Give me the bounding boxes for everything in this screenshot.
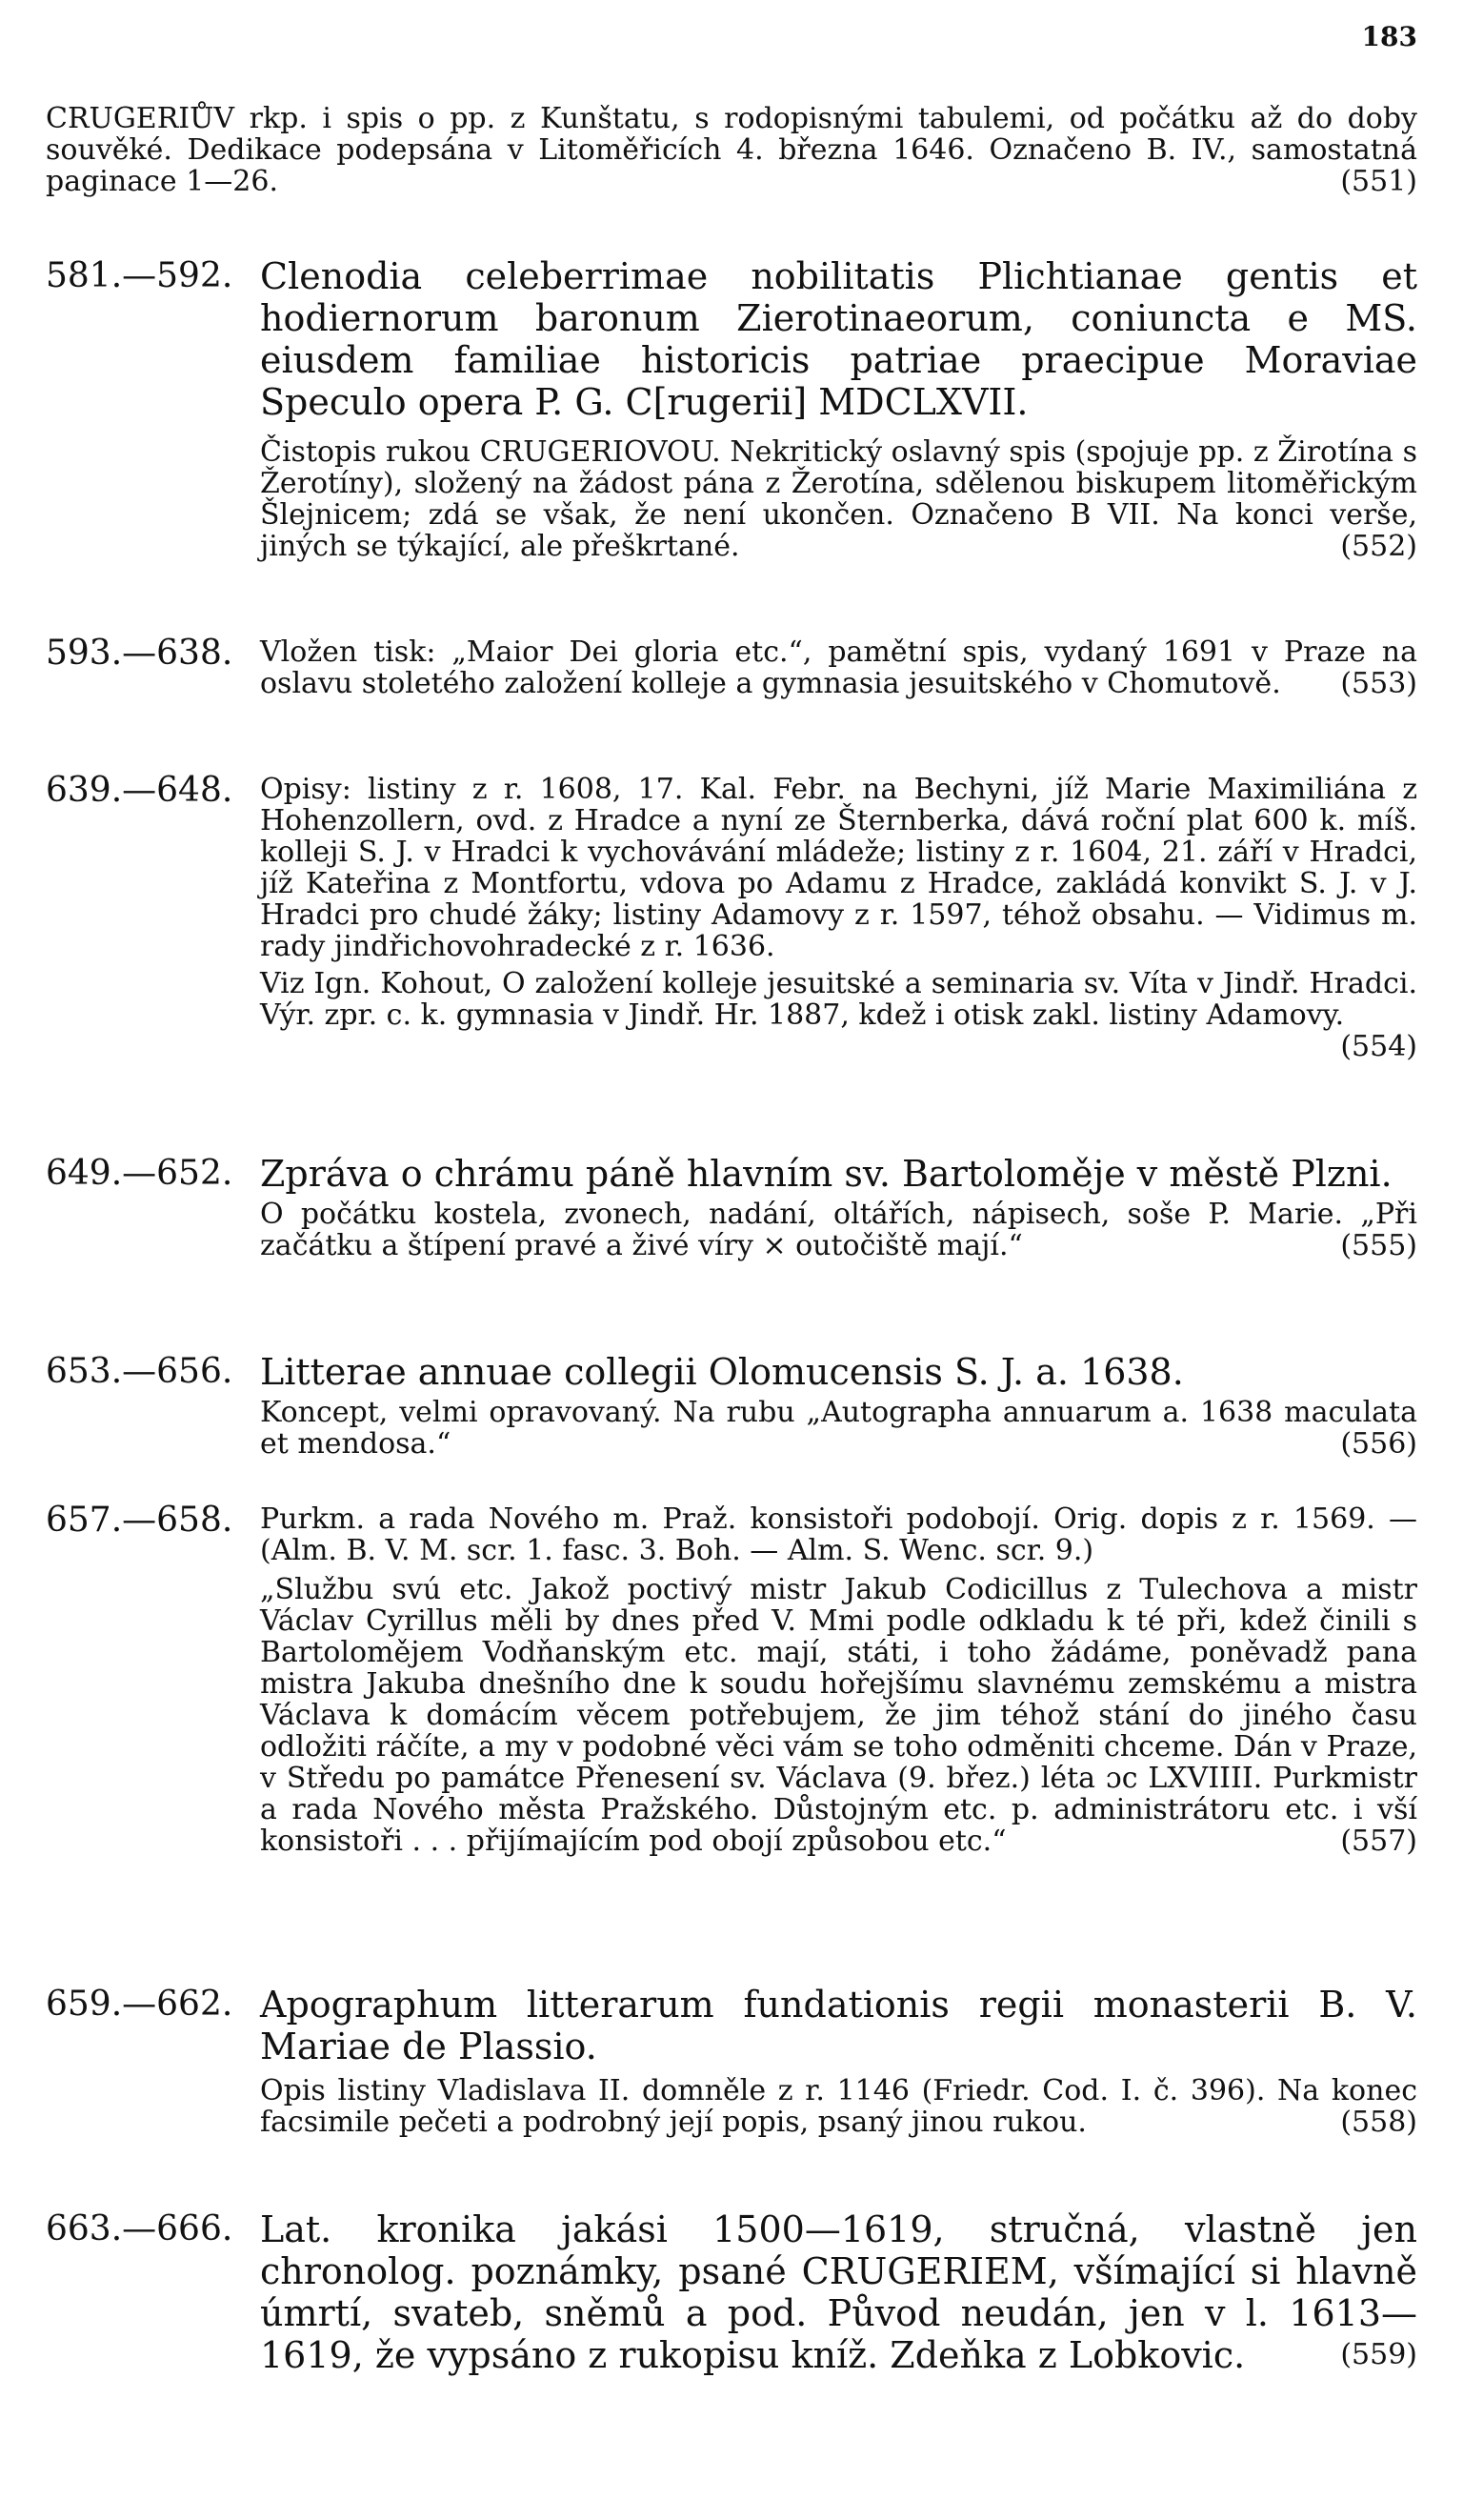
entry-paragraph: O počátku kostela, zvonech, nadání, oltářích, nápisech, soše P. Marie. „Při začátku a štípení pravé a živé víry × outočiště mají.“ (555) [260,1198,1417,1262]
entry-number: 657.—658. [46,1501,233,1540]
entry-ref: (554) [1340,1030,1417,1063]
entry-number: 659.—662. [46,1985,233,2024]
entry-659-662 [46,1984,1417,2138]
entry-ref: (553) [1340,667,1417,700]
entry-649-652 [46,1153,1417,1261]
entry-ref: (555) [1340,1229,1417,1262]
entry-title: Apographum litterarum fundationis regii monasterii B. V. Mariae de Plassio. [260,1984,1417,2067]
entry-paragraph: Čistopis rukou CRUGERIOVOU. Nekritický oslavný spis (spojuje pp. z Žirotína s Žerotíny), složený na žádost pána z Žerotína, sdělenou biskupem litoměřickým Šlejnicem; zdá se však, že není ukončen. Označeno B VII. Na konci verše, jiných se týkající, ale přeškrtané. (552) [260,435,1417,563]
entry-581-592 [46,255,1417,562]
entry-number: 663.—666. [46,2209,233,2248]
entry-number: 639.—648. [46,771,233,810]
preface-ref: (551) [1340,165,1417,198]
entry-paragraph: Purkm. a rada Nového m. Praž. konsistoři podobojí. Orig. dopis z r. 1569. — (Alm. B. V. M. scr. 1. fasc. 3. Boh. — Alm. S. Wenc. scr. 9.) [260,1502,1417,1567]
entry-ref: (552) [1340,530,1417,563]
entry-paragraph: Koncept, velmi opravovaný. Na rubu „Autographa annuarum a. 1638 maculata et mendosa.“ (556) [260,1396,1417,1461]
preface-block [46,99,1417,197]
entry-title: Clenodia celeberrimae nobilitatis Plichtianae gentis et hodiernorum baronum Zierotinaeorum, coniuncta e MS. eiusdem familiae historicis patriae praecipue Moraviae Speculo opera P. G. C[rugerii] MDCLXVII. [260,255,1417,423]
entry-paragraph: Viz Ign. Kohout, O založení kolleje jesuitské a seminaria sv. Víta v Jindř. Hradci. Výr. zpr. c. k. gymnasia v Jindř. Hr. 1887, kdež i otisk zakl. listiny Adamovy. (554) [260,967,1417,1063]
entry-title: Litterae annuae collegii Olomucensis S. J. a. 1638. [260,1351,1184,1393]
entry-paragraph: Opisy: listiny z r. 1608, 17. Kal. Febr. na Bechyni, jíž Marie Maximiliána z Hohenzollern, ovd. z Hradce a nyní ze Šternberka, dává roční plat 600 k. míš. kolleji S. J. v Hradci k vychovávání mládeže; listiny z r. 1604, 21. září v Hradci, jíž Kateřina z Montfortu, vdova po Adamu z Hradce, zakládá konvikt S. J. v J. Hradci pro chudé žáky; listiny Adamovy z r. 1597, téhož obsahu. — Vidimus m. rady jindřichovohradecké z r. 1636. [260,773,1417,963]
entry-paragraph: Vložen tisk: „Maior Dei gloria etc.“, pamětní spis, vydaný 1691 v Praze na oslavu stoletého založení kolleje a gymnasia jesuitského v Chomutově. (553) [260,635,1417,700]
entry-657-658 [46,1500,1417,1857]
entry-paragraph: „Službu svú etc. Jakož poctivý mistr Jakub Codicillus z Tulechova a mistr Václav Cyrillus měli by dnes před V. Mmi podle odkladu k té při, kdež činili s Bartolomějem Vodňanským etc. mají, státi, i toho žádáme, poněvadž pana mistra Jakuba dnešního dne k soudu hořejšímu slavnému zemskému a mistra Václava k domácím věcem potřebujem, že jim téhož stání do jiného času odložiti ráčíte, a my v podobné věci vám se toho odměniti chceme. Dán v Praze, v Středu po památce Přenesení sv. Václava (9. břez.) léta ɔc LXVIIII. Purkmistr a rada Nového města Pražského. Důstojným etc. p. administrátoru etc. i vší konsistoři . . . přijímajícím pod obojí způsobou etc.“ (557) [260,1573,1417,1858]
entry-number: 653.—656. [46,1352,233,1391]
entry-653-656 [46,1351,1417,1460]
entry-number: 581.—592. [46,256,233,295]
entry-title: Zpráva o chrámu páně hlavním sv. Bartoloměje v městě Plzni. [260,1153,1393,1195]
entry-639-648 [46,770,1417,1062]
entry-number: 593.—638. [46,634,233,673]
entry-593-638 [46,633,1417,699]
entry-663-666 [46,2208,1417,2376]
preface-text: CRUGERIŮV rkp. i spis o pp. z Kunštatu, s rodopisnými tabulemi, od počátku až do doby souvěké. Dedikace podepsána v Litoměřicích 4. března 1646. Označeno B. IV., samostatná paginace 1—26. (551) [46,102,1417,198]
entry-title: Lat. kronika jakási 1500—1619, stručná, vlastně jen chronolog. poznámky, psané CRUGERIEM, všímající si hlavně úmrtí, svateb, sněmů a pod. Původ neudán, jen v l. 1613—1619, že vypsáno z rukopisu kníž. Zdeňka z Lobkovic. (559) [260,2208,1417,2376]
entry-ref: (557) [1340,1824,1417,1858]
entry-ref: (559) [1340,2338,1417,2371]
page-number: 183 [1361,21,1417,52]
entry-number: 649.—652. [46,1154,233,1193]
entry-ref: (556) [1340,1427,1417,1461]
entry-paragraph: Opis listiny Vladislava II. domněle z r. 1146 (Friedr. Cod. I. č. 396). Na konec facsimile pečeti a podrobný její popis, psaný jinou rukou. (558) [260,2074,1417,2139]
entry-ref: (558) [1340,2106,1417,2139]
